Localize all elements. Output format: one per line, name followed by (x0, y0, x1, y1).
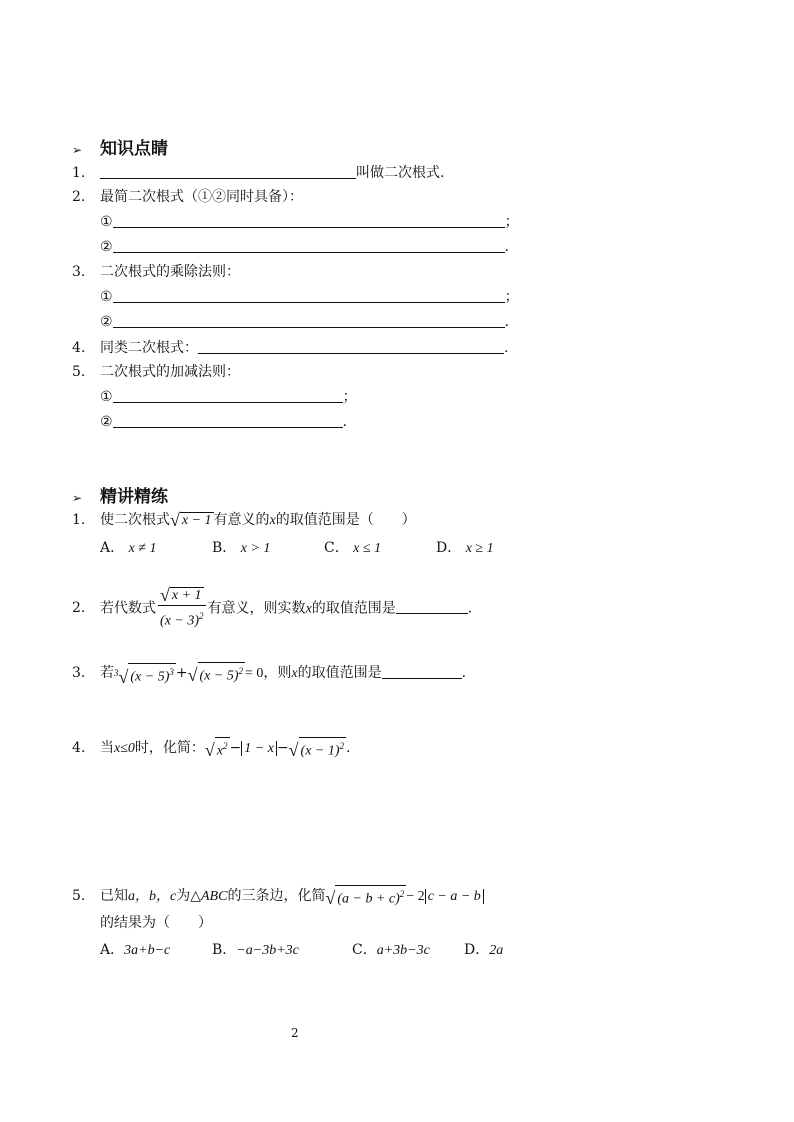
option-a[interactable]: A．3a+b−c (100, 942, 171, 958)
sqrt-expression: √ $(x - 5)^2$ (188, 662, 245, 685)
option-d[interactable]: D． x ≥ 1 (436, 540, 494, 556)
knowledge-item-5b: ② . (100, 414, 348, 430)
knowledge-item-5: 5. 二次根式的加减法则： (72, 364, 240, 380)
knowledge-item-2b: ② . (100, 239, 510, 255)
sqrt-expression: √ $x^2$ (205, 737, 230, 760)
option-a[interactable]: A． x ≠ 1 (100, 540, 157, 556)
answer-blank[interactable] (198, 339, 504, 354)
arrow-bullet-icon: ➢ (72, 143, 83, 157)
page-number: 2 (291, 1026, 299, 1040)
exercise-1: 1. 使二次根式 √ x − 1 有意义的x的取值范围是（ ） (72, 510, 416, 530)
knowledge-item-4: 4. 同类二次根式： . (72, 340, 509, 356)
section-practice-title: ➢ 精讲精练 (72, 487, 168, 507)
option-b[interactable]: B．−a−3b+3c (212, 942, 299, 958)
option-c[interactable]: C． x ≤ 1 (324, 540, 382, 556)
answer-blank[interactable] (382, 664, 462, 679)
section-knowledge-title: ➢ 知识点睛 (72, 139, 168, 159)
option-d[interactable]: D．2a (464, 942, 504, 958)
knowledge-item-2: 2. 最简二次根式（①②同时具备）： (72, 189, 303, 205)
knowledge-item-3b: ② . (100, 314, 510, 330)
exercise-5-line-2: 的结果为（ ） (100, 915, 212, 931)
absolute-value-expression: 1 − x (241, 741, 277, 756)
sqrt-expression: √ $(a - b + c)^2$ (325, 885, 406, 908)
exercise-4: 4. 当x≤0时，化简： √ $x^2$ − 1 − x − √ $(x - 1)^2$ . (72, 736, 351, 760)
fraction-expression: √ x + 1 $(x - 3)^2$ (158, 586, 206, 631)
exercise-5: 5. 已知a，b，c为△ABC的三条边，化简 √ $(a - b + c)^2$ − 2 c − a − b (72, 884, 484, 908)
knowledge-item-2a: ① ； (100, 214, 519, 230)
answer-blank[interactable] (113, 388, 343, 403)
answer-blank[interactable] (113, 413, 343, 428)
knowledge-item-3a: ① ； (100, 289, 519, 305)
exercise-5-options (100, 940, 503, 961)
answer-blank[interactable] (100, 164, 356, 179)
arrow-bullet-icon: ➢ (72, 491, 83, 505)
exercise-2: 2. 若代数式 √ x + 1 $(x - 3)^2$ 有意义，则实数x的取值范围是 . (72, 585, 473, 629)
absolute-value-expression: c − a − b (425, 889, 484, 904)
sqrt-expression: √ $(x - 1)^2$ (289, 737, 346, 760)
option-b[interactable]: B． x > 1 (212, 540, 271, 556)
answer-blank[interactable] (113, 238, 505, 253)
answer-blank[interactable] (396, 599, 468, 614)
sqrt-expression: √ x − 1 (170, 510, 212, 530)
option-c[interactable]: C．a+3b−3c (352, 942, 430, 958)
cube-root-expression: 3 √ $(x - 5)^3$ (114, 660, 176, 686)
answer-blank[interactable] (113, 313, 505, 328)
exercise-1-options (100, 538, 494, 559)
knowledge-item-3: 3. 二次根式的乘除法则： (72, 264, 240, 280)
knowledge-item-5a: ① ； (100, 389, 357, 405)
knowledge-item-1: 1. 叫做二次根式. (72, 165, 445, 181)
exercise-3: 3. 若 3 √ $(x - 5)^3$ + √ $(x - 5)^2$ = 0，则x的取值范围是 . (72, 660, 466, 686)
answer-blank[interactable] (113, 288, 505, 303)
answer-blank[interactable] (113, 213, 505, 228)
